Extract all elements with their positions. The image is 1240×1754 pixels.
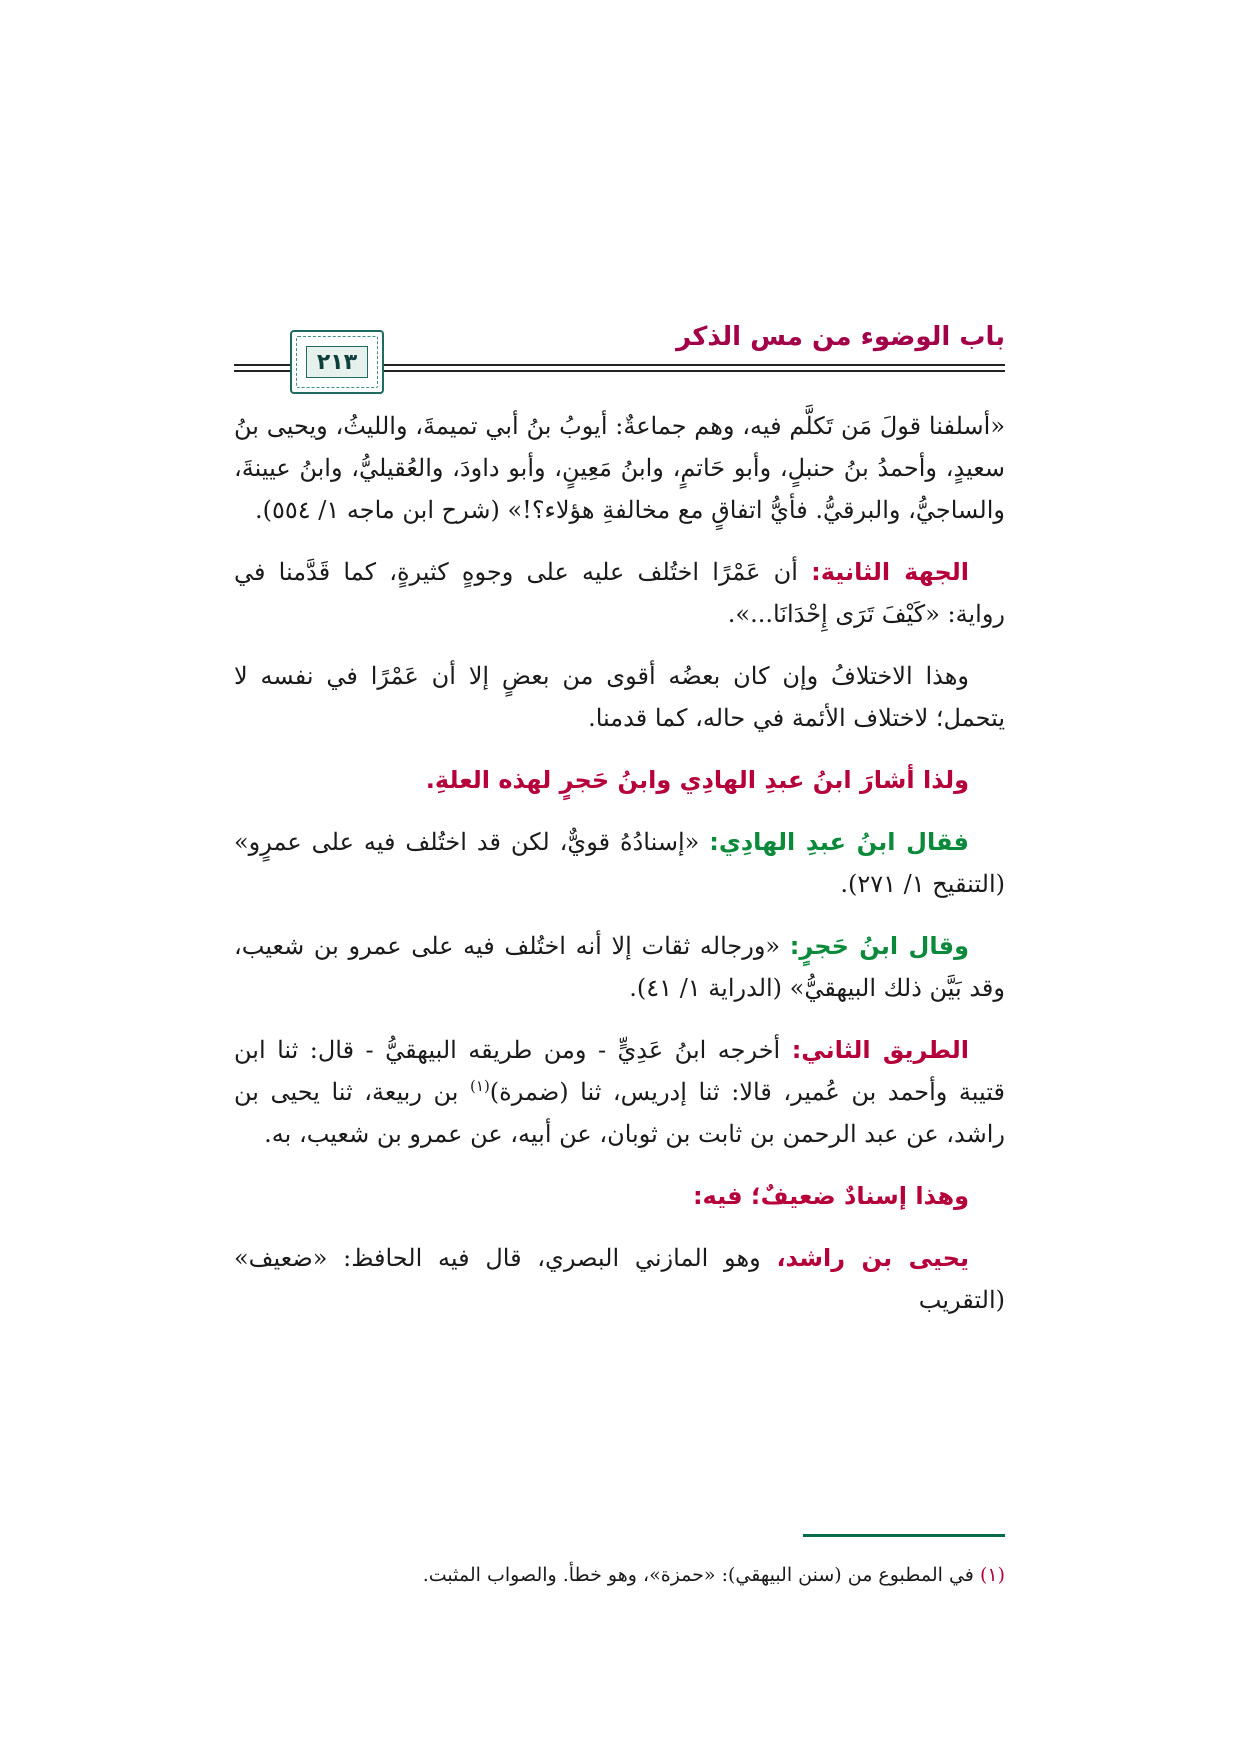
page-header [234,322,1005,380]
paragraph-second-route [234,1029,1005,1155]
section-label: الطريق الثاني: [791,1036,970,1064]
page-body [234,405,1005,1341]
scholar-label: وقال ابنُ حَجرٍ: [789,932,969,960]
chapter-title: باب الوضوء من مس الذكر [676,322,1005,352]
paragraph-discussion: وهذا الاختلافُ وإن كان بعضُه أقوى من بعضٍ إلا أن عَمْرًا في نفسه لا يتحمل؛ لاختلاف الأئمة في حاله، كما قدمنا. [234,662,1005,732]
footnote-marker: (١) [979,1564,1005,1586]
paragraph-weak-chain: وهذا إسنادٌ ضعيفٌ؛ فيه: [692,1182,969,1210]
narrator-label: يحيى بن راشد، [776,1244,969,1272]
footnote-text: في المطبوع من (سنن البيهقي): «حمزة»، وهو خطأ. والصواب المثبت. [422,1564,980,1586]
paragraph-text: أخرجه ابنُ عَدِيٍّ - ومن طريقه البيهقيُّ - قال: ثنا ابن قتيبة وأحمد بن عُمير، قالا: ثنا إدريس، ثنا (ضمرة) [234,1036,1005,1106]
section-label: الجهة الثانية: [811,558,970,586]
paragraph-second-aspect [234,551,1005,635]
paragraph-text: أن عَمْرًا اختُلف عليه على وجوهٍ كثيرةٍ، كما قَدَّمنا في رواية: «كَيْفَ تَرَى إِحْدَانَا...». [234,558,1005,628]
paragraph-text: «إسنادُهُ قويٌّ، لكن قد اختُلف فيه على عمرٍو» (التنقيح ١/ ٢٧١). [234,828,1005,898]
paragraph-text: بن ربيعة، ثنا يحيى بن راشد، عن عبد الرحمن بن ثابت بن ثوبان، عن أبيه، عن عمرو بن شعيب، به. [234,1078,1005,1148]
footnote [234,1560,1005,1590]
paragraph-quote: «أسلفنا قولَ مَن تَكلَّم فيه، وهم جماعةٌ: أيوبُ بنُ أبي تميمةَ، والليثُ، ويحيى بنُ سعيدٍ، وأحمدُ بنُ حنبلٍ، وأبو حَاتمٍ، وابنُ مَعِينٍ، وأبو داودَ، والعُقيليُّ، وابنُ عيينةَ، والساجيُّ، والبرقيُّ. فأيُّ اتفاقٍ مع مخالفةِ هؤلاء؟!» (شرح ابن ماجه ١/ ٥٥٤). [234,412,1006,524]
paragraph-heading: ولذا أشارَ ابنُ عبدِ الهادِي وابنُ حَجرٍ لهذه العلةِ. [425,766,969,794]
footnote-rule [803,1534,1005,1537]
paragraph-narrator [234,1237,1005,1321]
page-number-panel [306,346,368,378]
page-number-frame [290,330,384,394]
footnote-reference[interactable]: (١) [470,1077,490,1095]
page-number: ٢١٣ [316,349,358,375]
scholar-label: فقال ابنُ عبدِ الهادِي: [709,828,969,856]
paragraph-ibn-abd-alhadi [234,821,1005,905]
paragraph-text: وهو المازني البصري، قال فيه الحافظ: «ضعيف» (التقريب [234,1244,1005,1314]
paragraph-ibn-hajar [234,925,1005,1009]
paragraph-text: «ورجاله ثقات إلا أنه اختُلف فيه على عمرو بن شعيب، وقد بَيَّن ذلك البيهقيُّ» (الدراية ١/ ٤١). [234,932,1005,1002]
